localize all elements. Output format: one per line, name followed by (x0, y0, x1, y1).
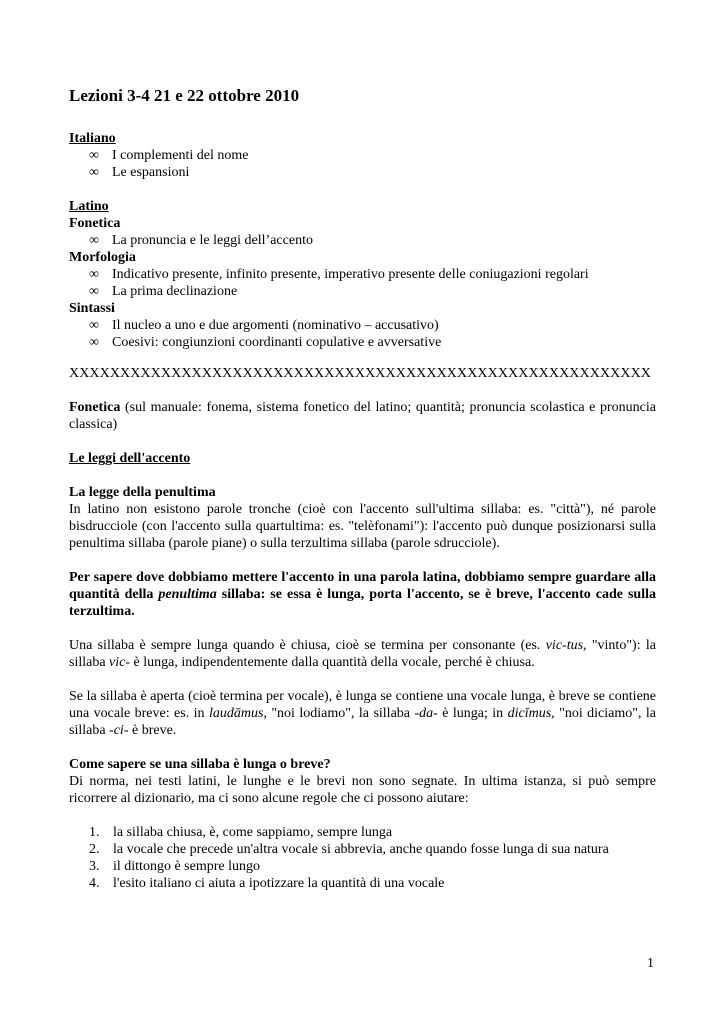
italiano-list (69, 147, 656, 181)
list-item: 4. l'esito italiano ci aiuta a ipotizzare la quantità di una vocale (89, 876, 445, 891)
morfologia-heading: Morfologia (69, 250, 136, 265)
list-item: 2. la vocale che precede un'altra vocale si abbrevia, anche quando fosse lunga di sua natura (89, 842, 609, 857)
list-item: 3. il dittongo è sempre lungo (89, 859, 260, 874)
list-item: ∞ I complementi del nome (89, 148, 249, 163)
document-page (69, 86, 656, 892)
page-title: Lezioni 3-4 21 e 22 ottobre 2010 (69, 86, 300, 105)
morfologia-list (69, 266, 656, 300)
open-syllable-paragraph: Se la sillaba è aperta (cioè termina per vocale), è lunga se contiene una vocale lunga, è breve se contiene una vocale breve: es. in laudāmus, "noi lodiamo", la sillaba -da- è lunga; in dicĭmus, "noi diciamo", la sillaba -ci- è breve. (69, 689, 656, 738)
list-item: ∞ Indicativo presente, infinito presente, imperativo presente delle coniugazioni regolari (89, 267, 589, 282)
sintassi-heading: Sintassi (69, 301, 115, 316)
italiano-heading: Italiano (69, 131, 116, 146)
latino-heading: Latino (69, 199, 109, 214)
list-item: ∞ Le espansioni (89, 165, 190, 180)
infinity-bullet-icon: ∞ (89, 335, 99, 350)
infinity-bullet-icon: ∞ (89, 284, 99, 299)
infinity-bullet-icon: ∞ (89, 165, 99, 180)
penultima-text: In latino non esistono parole tronche (cioè con l'accento sull'ultima sillaba: es. "città"), né parole bisdrucciole (con l'accento sulla quartultima: es. "telèfonami"): l'accento può dunque posizionarsi sulla penultima sillaba (parole piane) o sulla terzultima sillaba (parole sdrucciole). (69, 502, 656, 551)
rules-list (69, 824, 656, 892)
closed-syllable-paragraph: Una sillaba è sempre lunga quando è chiusa, cioè se termina per consonante (es. vic-tus, "vinto"): la sillaba vic- è lunga, indipendentemente dalla quantità della vocale, perché è chiusa. (69, 638, 656, 670)
infinity-bullet-icon: ∞ (89, 233, 99, 248)
how-text: Di norma, nei testi latini, le lunghe e le brevi non sono segnate. In ultima istanza, si può sempre ricorrere al dizionario, ma ci sono alcune regole che ci possono aiutare: (69, 774, 656, 806)
list-item: ∞ La prima declinazione (89, 284, 238, 299)
fonetica-note: Fonetica (sul manuale: fonema, sistema fonetico del latino; quantità; pronuncia scolastica e pronuncia classica) (69, 400, 656, 432)
infinity-bullet-icon: ∞ (89, 267, 99, 282)
sintassi-list (69, 317, 656, 351)
rule-paragraph: Per sapere dove dobbiamo mettere l'accento in una parola latina, dobbiamo sempre guardare alla quantità della penultima sillaba: se essa è lunga, porta l'accento, se è breve, l'accento cade sulla terzultima. (69, 570, 656, 619)
list-item: ∞ Il nucleo a uno e due argomenti (nominativo – accusativo) (89, 318, 439, 333)
infinity-bullet-icon: ∞ (89, 318, 99, 333)
how-heading: Come sapere se una sillaba è lunga o breve? (69, 757, 331, 772)
list-item: ∞ Coesivi: congiunzioni coordinanti copulative e avversative (89, 335, 442, 350)
page-number: 1 (647, 956, 654, 971)
list-item: 1. la sillaba chiusa, è, come sappiamo, sempre lunga (89, 825, 393, 840)
fonetica-heading: Fonetica (69, 216, 121, 231)
accent-heading: Le leggi dell'accento (69, 451, 191, 466)
penultima-heading: La legge della penultima (69, 485, 216, 500)
separator-line: XXXXXXXXXXXXXXXXXXXXXXXXXXXXXXXXXXXXXXXXXXXXXXXXXXXXXXXXX (69, 366, 651, 381)
list-item: ∞ La pronuncia e le leggi dell’accento (89, 233, 313, 248)
infinity-bullet-icon: ∞ (89, 148, 99, 163)
fonetica-list (69, 232, 656, 249)
